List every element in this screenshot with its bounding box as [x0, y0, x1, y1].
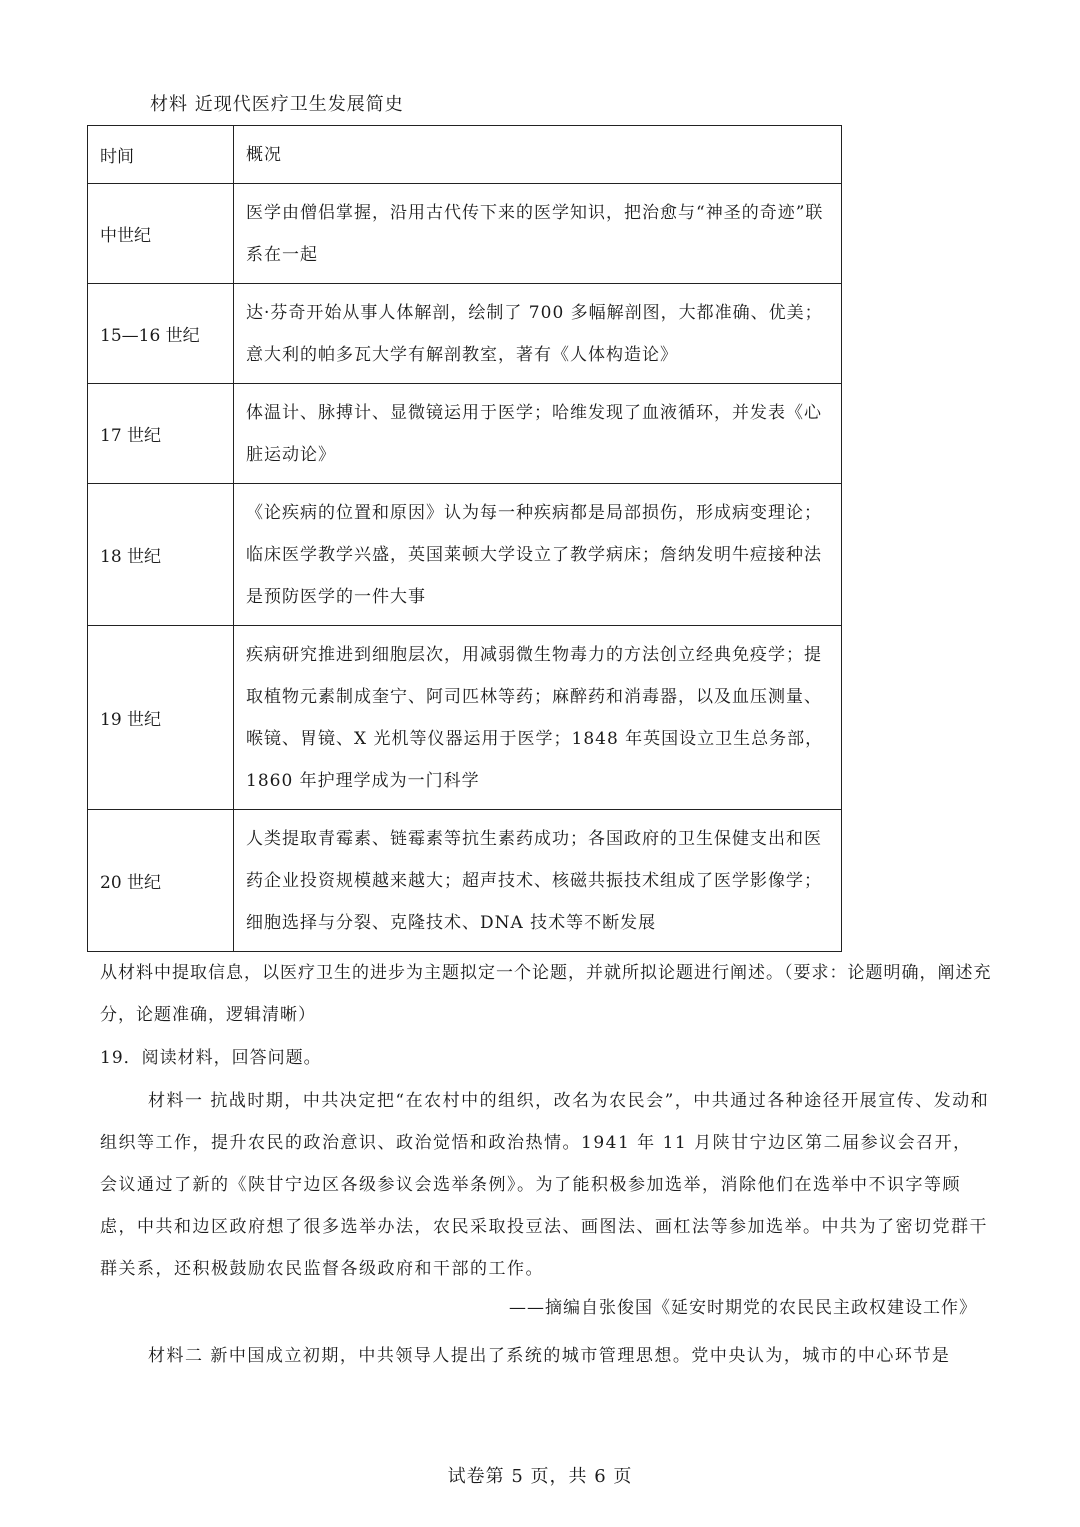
table-row — [88, 810, 842, 952]
row-time: 17 世纪 — [88, 384, 234, 484]
row-summary: 医学由僧侣掌握，沿用古代传下来的医学知识，把治愈与“神圣的奇迹”联系在一起 — [234, 184, 842, 284]
row-summary: 体温计、脉搏计、显微镜运用于医学；哈维发现了血液循环，并发表《心脏运动论》 — [234, 384, 842, 484]
row-time: 15—16 世纪 — [88, 284, 234, 384]
row-time: 中世纪 — [88, 184, 234, 284]
question-19-title: 19．阅读材料，回答问题。 — [100, 1048, 322, 1068]
material-one-source: ——摘编自张俊国《延安时期党的农民民主政权建设工作》 — [509, 1298, 977, 1318]
header-time: 时间 — [88, 126, 234, 184]
page-footer: 试卷第 5 页，共 6 页 — [447, 1466, 633, 1487]
material-title: 材料 近现代医疗卫生发展简史 — [150, 94, 404, 115]
header-summary: 概况 — [234, 126, 842, 184]
row-summary: 疾病研究推进到细胞层次，用减弱微生物毒力的方法创立经典免疫学；提取植物元素制成奎宁、阿司匹林等药；麻醉药和消毒器，以及血压测量、喉镜、胃镜、X 光机等仪器运用于医学；1848 年英国设立卫生总务部，1860 年护理学成为一门科学 — [234, 626, 842, 810]
question-18-prompt: 从材料中提取信息，以医疗卫生的进步为主题拟定一个论题，并就所拟论题进行阐述。（要求：论题明确，阐述充分，论题准确，逻辑清晰） — [100, 963, 992, 1025]
row-summary: 《论疾病的位置和原因》认为每一种疾病都是局部损伤，形成病变理论；临床医学教学兴盛，英国莱顿大学设立了教学病床；詹纳发明牛痘接种法是预防医学的一件大事 — [234, 484, 842, 626]
history-table — [87, 125, 842, 952]
table-header-row — [88, 126, 842, 184]
table-row — [88, 484, 842, 626]
row-time: 20 世纪 — [88, 810, 234, 952]
table-row — [88, 184, 842, 284]
material-two: 材料二 新中国成立初期，中共领导人提出了系统的城市管理思想。党中央认为，城市的中心环节是 — [148, 1346, 951, 1366]
table-row — [88, 384, 842, 484]
table-row — [88, 626, 842, 810]
row-summary: 达·芬奇开始从事人体解剖，绘制了 700 多幅解剖图，大都准确、优美；意大利的帕多瓦大学有解剖教室，著有《人体构造论》 — [234, 284, 842, 384]
row-time: 19 世纪 — [88, 626, 234, 810]
table-row — [88, 284, 842, 384]
row-time: 18 世纪 — [88, 484, 234, 626]
row-summary: 人类提取青霉素、链霉素等抗生素药成功；各国政府的卫生保健支出和医药企业投资规模越来越大；超声技术、核磁共振技术组成了医学影像学；细胞选择与分裂、克隆技术、DNA 技术等不断发展 — [234, 810, 842, 952]
material-one: 材料一 抗战时期，中共决定把“在农村中的组织，改名为农民会”，中共通过各种途径开展宣传、发动和组织等工作，提升农民的政治意识、政治觉悟和政治热情。1941 年 11 月陕甘宁边区第二届参议会召开，会议通过了新的《陕甘宁边区各级参议会选举条例》。为了能积极参加选举，消除他们在选举中不识字等顾虑，中共和边区政府想了很多选举办法，农民采取投豆法、画图法、画杠法等参加选举。中共为了密切党群干群关系，还积极鼓励农民监督各级政府和干部的工作。 — [100, 1091, 990, 1279]
